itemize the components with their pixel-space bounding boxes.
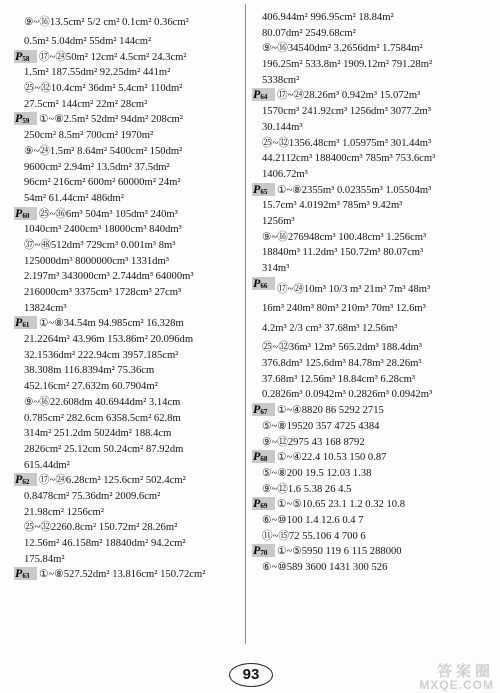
answer-line <box>252 183 492 199</box>
answer-line <box>252 513 492 529</box>
answer-line <box>14 238 242 254</box>
page-badge-number: 69 <box>260 502 268 511</box>
page-badge <box>252 450 275 463</box>
answer-text: 314m² 251.2dm 5024dm² 188.4cm <box>24 428 172 440</box>
right-column <box>252 10 492 576</box>
answer-text: ㉕~㉜1356.48cm³ 1.05975m³ 301.44m³ <box>262 137 432 149</box>
answer-text: 196.25m² 533.8m² 1909.12m² 791.28m² <box>262 59 433 71</box>
answer-line <box>252 167 492 183</box>
answer-line <box>252 26 492 42</box>
page-badge-letter: P <box>253 497 261 511</box>
page-badge-number: 58 <box>22 54 30 63</box>
answer-line <box>252 316 492 340</box>
answer-line <box>14 520 242 536</box>
page-badge <box>14 316 37 329</box>
page-badge <box>252 497 275 510</box>
answer-line <box>14 316 242 332</box>
answer-text: ⑨~⑫2975 43 168 8792 <box>262 436 365 448</box>
answer-text: 13824cm³ <box>24 302 67 314</box>
answer-text: 96cm² 216cm² 600m² 60000m² 24m² <box>24 177 181 189</box>
answer-line <box>14 552 242 568</box>
page-badge-number: 65 <box>260 187 268 196</box>
page-badge <box>252 277 275 290</box>
answer-text: 1.5m² 187.55dm² 92.25dm² 441m² <box>24 67 171 79</box>
answer-line <box>252 544 492 560</box>
answer-text: ⑥~⑩100 1.4 12.6 0.4 7 <box>262 514 364 526</box>
watermark-top: 答案圈 <box>436 663 494 680</box>
page-badge <box>14 50 37 63</box>
answer-line <box>14 536 242 552</box>
answer-text: ①~⑧34.54m 94.985cm² 16.328m <box>39 318 184 330</box>
answer-line <box>252 419 492 435</box>
answer-text: 27.5cm² 144cm² 22m² 28cm² <box>24 98 148 110</box>
page-badge-number: 70 <box>260 549 268 558</box>
answer-text: 125000dm³ 8000000cm³ 1331dm³ <box>24 255 169 267</box>
answer-line <box>14 81 242 97</box>
answer-text: 37.68m³ 12.56m³ 18.84cm³ 6.28cm³ <box>262 373 416 385</box>
answer-line <box>14 379 242 395</box>
answer-text: 9600cm² 2.94m² 13.5dm² 37.5dm² <box>24 161 170 173</box>
answer-line <box>14 207 242 223</box>
answer-text: 1570cm³ 241.92cm³ 1256dm³ 3077.2m³ <box>262 106 431 118</box>
page-badge <box>14 112 37 125</box>
answer-text: 21.98cm² 1256cm² <box>24 506 104 518</box>
answer-line <box>14 363 242 379</box>
answer-text: ①~④22.4 10.53 150 0.87 <box>277 452 387 464</box>
page-badge-number: 66 <box>260 281 268 290</box>
page-badge <box>14 207 37 220</box>
page-badge-number: 59 <box>22 117 30 126</box>
page-badge-letter: P <box>15 206 23 220</box>
watermark-logo <box>372 664 494 690</box>
page-badge-letter: P <box>253 182 261 196</box>
answer-text: ①~④8820 86 5292 2715 <box>277 405 384 417</box>
answer-line <box>252 230 492 246</box>
answer-line <box>252 387 492 403</box>
page-badge-number: 61 <box>22 321 30 330</box>
page-badge-letter: P <box>253 544 261 558</box>
answer-line <box>252 356 492 372</box>
answer-text: 2.197m³ 343000cm³ 2.744dm³ 64000m³ <box>24 271 194 283</box>
page-badge-letter: P <box>253 88 261 102</box>
answer-text: 38.308m 116.8394m² 75.36cm <box>24 365 155 377</box>
answer-line <box>252 57 492 73</box>
answer-text: 0.5m² 5.04dm² 55dm² 144cm² <box>24 36 152 47</box>
answer-text: 1040cm³ 2400cm³ 18000cm³ 840dm³ <box>24 224 182 236</box>
page-badge-number: 60 <box>22 211 30 220</box>
column-divider <box>245 4 246 644</box>
answer-line <box>252 450 492 466</box>
page-badge-letter: P <box>15 473 23 487</box>
page-badge-letter: P <box>253 276 261 290</box>
answer-line <box>252 151 492 167</box>
answer-text: 452.16cm² 27.632m 60.7904m² <box>24 381 158 393</box>
answer-text: ⑰~㉔10m³ 10/3 m³ 21m³ 7m³ 48m³ <box>277 283 431 295</box>
answer-line <box>14 348 242 364</box>
answer-text: 4.2m³ 2/3 cm³ 37.68m³ 12.56m³ <box>262 323 398 335</box>
answer-text: 406.944m² 996.95cm² 18.84m² <box>262 12 394 23</box>
answer-text: 250cm² 8.5m² 700cm² 1970m² <box>24 130 154 142</box>
answer-line <box>252 136 492 152</box>
answer-line <box>252 301 492 317</box>
answer-line <box>14 473 242 489</box>
watermark-bottom: MXQE.COM <box>419 678 494 692</box>
answer-line <box>252 403 492 419</box>
answer-line <box>14 426 242 442</box>
answer-text: 21.2264m² 43.96m 153.86m² 20.096dm <box>24 334 194 346</box>
page-badge-number: 68 <box>260 455 268 464</box>
answer-line <box>252 277 492 301</box>
answer-line <box>252 73 492 89</box>
answer-text: 175.84m² <box>24 553 65 565</box>
page-badge-number: 63 <box>22 572 30 581</box>
answer-line <box>252 466 492 482</box>
answer-line <box>14 160 242 176</box>
page-badge-letter: P <box>15 112 23 126</box>
answer-line <box>252 88 492 104</box>
answer-line <box>252 497 492 513</box>
answer-text: ⑰~㉔6.28cm² 125.6cm² 502.4cm² <box>39 475 186 487</box>
answer-line <box>14 50 242 66</box>
answer-line <box>14 254 242 270</box>
answer-line <box>14 458 242 474</box>
page-badge <box>252 183 275 196</box>
answer-line <box>14 332 242 348</box>
page-badge <box>14 473 37 486</box>
answer-line <box>14 567 242 583</box>
answer-text: 0.2826m³ 0.0942m³ 0.2826m³ 0.0942m³ <box>262 389 433 401</box>
page-badge-number: 62 <box>22 478 30 487</box>
answer-text: 5338cm² <box>262 74 300 86</box>
answer-text: 216000cm³ 3375cm³ 1728cm³ 27cm³ <box>24 287 182 298</box>
answer-text: ⑤~⑧19520 357 4725 4384 <box>262 420 380 432</box>
answer-text: ⑨~⑯13.5cm² 5/2 cm² 0.1cm² 0.36cm² <box>24 17 189 28</box>
answer-text: 32.1536dm² 222.94cm 3957.185cm² <box>24 349 179 361</box>
answer-line <box>14 128 242 144</box>
answer-line <box>252 10 492 26</box>
page-badge <box>252 403 275 416</box>
answer-text: ⑤~⑧200 19.5 12.03 1.38 <box>262 467 372 479</box>
answer-text: ⑨~⑯34540dm² 3.2656dm² 1.7584m² <box>262 43 423 55</box>
answer-line <box>14 175 242 191</box>
answer-text: 16m³ 240m³ 80m³ 210m³ 70m³ 12.6m³ <box>262 302 426 314</box>
answer-line <box>252 372 492 388</box>
answer-text: ⑰~㉔28.26m³ 0.942m³ 15.072m³ <box>277 90 421 102</box>
answer-line <box>252 214 492 230</box>
answer-line <box>14 285 242 301</box>
answer-text: 1256m³ <box>262 215 295 227</box>
answer-text: 0.785cm² 282.6cm 6358.5cm² 62.8m <box>24 412 181 424</box>
left-column <box>14 10 242 583</box>
answer-text: 12.56m² 46.158m² 18840dm² 94.2cm² <box>24 538 186 549</box>
answer-line <box>252 482 492 498</box>
page-badge-letter: P <box>15 316 23 330</box>
answer-line <box>252 529 492 545</box>
answer-line <box>14 442 242 458</box>
answer-text: 15.7cm³ 4.0192m³ 785m³ 9.42m³ <box>262 200 403 212</box>
answer-line <box>14 222 242 238</box>
answer-text: ㉕~㉜10.4cm² 36dm² 5.4cm² 110dm² <box>24 83 183 95</box>
answer-line <box>14 505 242 521</box>
answer-text: ①~⑧2.5m² 52dm² 94dm² 208cm² <box>39 114 183 126</box>
answer-line <box>14 489 242 505</box>
answer-line <box>252 245 492 261</box>
page-badge-letter: P <box>15 567 23 581</box>
answer-text: ⑰~㉔50m² 12cm² 4.5cm² 24.3cm² <box>39 51 187 63</box>
answer-line <box>14 34 242 50</box>
answer-text: 18840m³ 11.2dm³ 150.72m³ 80.07cm³ <box>262 247 424 259</box>
answer-text: ⑨~⑯276948cm³ 100.48cm³ 1.256cm³ <box>262 231 427 243</box>
answer-line <box>252 560 492 576</box>
answer-text: ①~⑤10.65 23.1 1.2 0.32 10.8 <box>277 499 406 511</box>
answer-text: 0.8478cm² 75.36dm² 2009.6cm² <box>24 490 161 502</box>
answer-line <box>252 104 492 120</box>
answer-text: ①~⑧527.52dm² 13.816cm² 150.72cm² <box>39 569 206 581</box>
answer-text: ⑨~⑫1.6 5.38 26 4.5 <box>262 483 352 495</box>
page-badge-letter: P <box>253 403 261 417</box>
answer-text: ㉕~㊱6m³ 504m³ 105dm³ 240m³ <box>39 208 178 220</box>
answer-text: 2826cm² 25.12cm 50.24cm² 87.92dm <box>24 443 184 455</box>
answer-text: ⑨~⑯22.608dm 40.6944dm² 3.14cm <box>24 396 181 408</box>
answer-line <box>14 97 242 113</box>
answer-text: 80.07dm² 2549.68cm² <box>262 27 356 39</box>
answer-text: ⑨~㉔1.5m² 8.64m² 5400cm² 150dm² <box>24 145 183 157</box>
answer-text: ①~⑤5950 119 6 115 288000 <box>277 546 402 558</box>
answer-text: 44.2112cm³ 188400cm³ 785m³ 753.6cm³ <box>262 153 436 165</box>
answer-line <box>14 301 242 317</box>
answer-text: 615.44dm² <box>24 459 70 471</box>
answer-line <box>252 435 492 451</box>
answer-line <box>252 340 492 356</box>
page-badge-letter: P <box>15 49 23 63</box>
answer-text: ⑥~⑩589 3600 1431 300 526 <box>262 562 388 573</box>
answer-text: 1406.72m³ <box>262 168 308 180</box>
answer-line <box>14 269 242 285</box>
answer-line <box>14 144 242 160</box>
page-badge <box>252 544 275 557</box>
page-badge-number: 64 <box>260 93 268 102</box>
answer-text: 376.8dm³ 125.6dm³ 84.78m³ 28.26m³ <box>262 358 422 370</box>
answer-line <box>14 395 242 411</box>
answer-line <box>252 41 492 57</box>
answer-text: ㉕~㉜36m³ 12m³ 565.2dm³ 188.4dm³ <box>262 342 422 354</box>
answer-line <box>14 191 242 207</box>
page-badge-letter: P <box>253 450 261 464</box>
page-badge <box>252 88 275 101</box>
answer-line <box>14 65 242 81</box>
answer-text: 314m³ <box>262 263 290 274</box>
page-badge-number: 67 <box>260 408 268 417</box>
answer-text: ㊲~㊽512dm³ 729cm³ 0.001m³ 8m³ <box>24 239 176 251</box>
answer-line <box>252 120 492 136</box>
answer-line <box>14 112 242 128</box>
answer-text: 30.144m³ <box>262 121 303 133</box>
answer-text: ⑪~⑮72 55.106 4 700 6 <box>262 530 366 542</box>
answer-line <box>14 411 242 427</box>
answer-line <box>252 198 492 214</box>
page-badge <box>14 567 37 580</box>
answer-line <box>252 261 492 277</box>
answer-text: ①~⑧2355m³ 0.02355m³ 1.05504m³ <box>277 184 432 196</box>
answer-line <box>14 10 242 34</box>
answer-text: 54m² 61.44cm² 486dm² <box>24 192 124 204</box>
answer-text: ㉕~㉜2260.8cm² 150.72m² 28.26m² <box>24 522 178 534</box>
page-number: 93 <box>229 663 273 687</box>
